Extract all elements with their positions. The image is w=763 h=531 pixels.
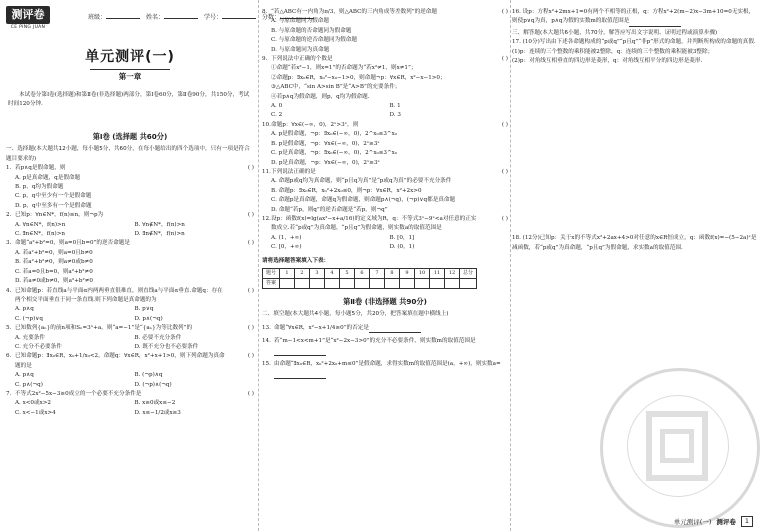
question: [262, 55, 508, 121]
option: A. 0: [271, 103, 283, 110]
option: C. 2: [271, 112, 283, 119]
column-right: [512, 8, 758, 253]
part2-title: 第Ⅱ卷 (非选择题 共90分): [343, 296, 427, 306]
option: D. p∧(¬q): [134, 315, 163, 322]
footer-tag: 测评卷: [716, 518, 736, 526]
answer-cell[interactable]: [445, 278, 460, 288]
question: [6, 211, 254, 239]
answer-cell[interactable]: [355, 278, 370, 288]
question-number: 9.: [262, 56, 268, 63]
answer-paren[interactable]: ( ): [247, 353, 254, 360]
question: [262, 168, 508, 215]
part1-title: 第Ⅰ卷 (选择题 共60分): [92, 132, 168, 141]
question: [6, 324, 254, 352]
option: D. (¬p)∧(¬q): [134, 381, 172, 388]
answer-cell[interactable]: [340, 278, 355, 288]
answer-table-total: 总分: [460, 268, 477, 278]
chapter-heading: 第一章: [118, 72, 142, 81]
option: B. 若a²+b²≠0，则a≠0或b≠0: [15, 259, 93, 266]
page-footer: [674, 516, 753, 527]
question-stem: 已知命题p：若直线a与平面α内两两垂直很难直，则直线a与平面α垂直.命题q：存在两个相交平面垂直于同一条直线.则下列命题是真命题的为: [15, 287, 223, 303]
answer-blank[interactable]: [274, 372, 326, 379]
fill-question-list: [262, 324, 508, 379]
answer-cell[interactable]: [460, 278, 477, 288]
answer-paren[interactable]: ( ): [247, 325, 254, 332]
question: [6, 352, 254, 390]
option: C. 充分不必要条件: [15, 343, 62, 350]
answer-blank[interactable]: [369, 326, 421, 333]
question-text: 命题“∀x∈R，x²−x+1/4≥0”的否定是: [274, 324, 369, 331]
answer-paren[interactable]: ( ): [247, 240, 254, 247]
question-stem: 已知命题p：∃x₀∈R，x₀+1/x₀<2，命题q：∀x∈R，x²+x+1>0，则下列命题为真命题的是: [15, 353, 225, 369]
option: B. 命题p：∃x₀∈R，x₀²+2x₀≤0，则¬p：∀x∈R，x²+2x>0: [271, 187, 422, 194]
question-number: 6.: [6, 353, 12, 360]
answer-cell[interactable]: [385, 278, 400, 288]
option: C. p∧(¬q): [15, 381, 43, 388]
answer-paren[interactable]: ( ): [501, 121, 508, 128]
answer-table-number: 11: [430, 268, 445, 278]
option: A. 若a²+b²=0，则a=0且b≠0: [15, 249, 93, 256]
divider: [90, 69, 170, 70]
column-middle: [262, 8, 508, 379]
option: C. 命题p是真命题，命题q为假命题，则命题p∧(¬q)，(¬p)∨q都是真命题: [271, 197, 456, 204]
column-divider: [258, 0, 259, 531]
option: C. p是真命题，¬p：∃x₀∈(−∞，0)，2^x₀≤3^x₀: [271, 150, 398, 157]
answer-paren[interactable]: ( ): [247, 287, 254, 294]
option: B. p∨q: [134, 306, 154, 313]
answer-cell[interactable]: [310, 278, 325, 288]
option: C. p，q中至少有一个是假命题: [15, 193, 92, 200]
question: [6, 239, 254, 286]
footer-label: 单元测评(一): [673, 518, 712, 526]
logo-subtitle: CE PING JUAN: [10, 25, 46, 30]
question: [262, 121, 508, 168]
option: C. [0，+∞): [271, 244, 302, 251]
answer-table-number: 10: [415, 268, 430, 278]
question-line: (1)p：连续的三个整数的乘积能被2整除，q：连续的三个整数的乘积能被3整除；: [512, 48, 714, 55]
answer-blank[interactable]: [274, 349, 326, 356]
intro-text: 本试卷分第Ⅰ卷(选择题)和第Ⅱ卷(非选择题)两部分，第Ⅰ卷60分，第Ⅱ卷90分，共150分，考试时间120分钟.: [8, 92, 250, 108]
option: A. x<0或x>2: [15, 400, 51, 407]
question-stem: 命题“a²+b²=0，则a=0且b=0”的逆否命题是: [15, 240, 130, 247]
question-list: [262, 8, 508, 253]
option: D. (0，1): [389, 244, 415, 251]
option: C. 若a=0且b=0，则a²+b²≠0: [15, 268, 93, 275]
info-field: 分数：: [262, 12, 314, 21]
column-left: [6, 128, 254, 418]
option: B. 必要不充分条件: [134, 334, 182, 341]
question-stem: 命题p：∀x∈(−∞，0)，2ˣ>3ˣ，则: [271, 121, 359, 128]
info-field: 班级：: [88, 12, 140, 21]
question-number: 5.: [6, 325, 12, 332]
answer-cell[interactable]: [280, 278, 295, 288]
answer-paren[interactable]: ( ): [247, 212, 254, 219]
answer-table: [262, 268, 477, 289]
answer-table-number: 3: [310, 268, 325, 278]
question-stem: 下列说法中正确的个数是: [271, 56, 333, 63]
fill-question: [262, 360, 508, 379]
info-field: 学号：: [204, 12, 256, 21]
question-line: (2)p：对角线互相垂直的四边形是菱形，q：对角线互相平分的四边形是菱形.: [512, 58, 703, 65]
question: [6, 287, 254, 325]
option: A. p是真命题，q是假命题: [15, 174, 81, 181]
option: B. x≥0或x≤−2: [134, 400, 176, 407]
question-stem: 若p∧q是假命题，则: [15, 165, 66, 172]
answer-table-number: 5: [340, 268, 355, 278]
question-line: 17. (10分)写出由下述各命题构成的“p或q”“p且q”“非p”形式的命题，并判断所构成的命题的真假.: [512, 39, 756, 46]
option: D. ∃n∉N*，f(n)>n: [134, 231, 185, 238]
part1-instruction: 一、选择题(本大题共12小题，每小题5分，共60分，在每小题给出的四个选项中，只有一项是符合题目要求的): [6, 146, 250, 162]
option: ④若p∧q为假命题，则p，q均为假命题.: [271, 93, 370, 100]
question-number: 2.: [6, 212, 12, 219]
answer-table-header: 题号: [263, 268, 280, 278]
brand-logo: [6, 6, 50, 32]
page-number: 1: [741, 516, 753, 527]
option: ③△ABC中，“sin A>sin B”是“A>B”的充要条件；: [271, 84, 401, 91]
answer-paren[interactable]: ( ): [501, 168, 508, 175]
option: B. p，q均为假命题: [15, 184, 64, 191]
question-stem: 已知p：∀n∈N*，f(n)≤n，则¬p为: [15, 212, 104, 219]
answer-cell[interactable]: [430, 278, 445, 288]
part2-instruction: 二、填空题(本大题共4小题，每小题5分，共20分，把答案填在题中横线上): [262, 311, 449, 318]
question-stem: “若△ABC有一内角为π/3，则△ABC的三内角成等差数列”的逆命题: [271, 9, 437, 15]
question: [6, 164, 254, 211]
option: A. p是假命题，¬p：∃x₀∈(−∞，0)，2^x₀≤3^x₀: [271, 131, 398, 138]
question-stem: 下列说法正确的是: [271, 168, 316, 175]
question-stem: [274, 337, 508, 356]
option: B. 1: [389, 103, 401, 110]
option: D. 若a≠0或b≠0，则a²+b²≠0: [15, 278, 93, 285]
option: A. 充要条件: [15, 334, 45, 341]
answer-paren[interactable]: ( ): [501, 9, 508, 15]
question-stem: 不等式2x²−5x−3≥0成立的一个必要不充分条件是: [15, 390, 142, 397]
answer-table-number: 12: [445, 268, 460, 278]
info-field: 姓名：: [146, 12, 198, 21]
question-number: 15.: [262, 361, 271, 367]
option: A. p∧q: [15, 372, 34, 379]
option: B. p是假命题，¬p：∀x∈(−∞，0)，2ˣ≥3ˣ: [271, 140, 380, 147]
option: D. 与原命题同为真命题: [271, 46, 330, 53]
answer-table-number: 4: [325, 268, 340, 278]
option: ①命题“若x²−1，则x=1”的否命题为“若x²≠1，则x≠1”；: [271, 65, 417, 72]
option: C. ∃n∈N*，f(n)>n: [15, 231, 66, 238]
option: A. (1，+∞): [271, 234, 302, 241]
option: B. 与原命题的否命题同为假命题: [271, 27, 352, 34]
question-number: 14.: [262, 338, 271, 345]
answer-space[interactable]: [512, 66, 758, 234]
answer-cell[interactable]: [295, 278, 310, 288]
option: B. ∀n∉N*，f(n)>n: [134, 221, 185, 228]
answer-paren[interactable]: ( ): [247, 390, 254, 397]
answer-cell[interactable]: [325, 278, 340, 288]
question-list: [6, 164, 254, 418]
question: [262, 8, 508, 55]
option: D. 既不充分也不必要条件: [134, 343, 199, 350]
answer-paren[interactable]: ( ): [247, 165, 254, 172]
question-line: 18. (12分)已知p：关于x的不等式x²+2ax+4>0对任意的x∈R恒成立，q：函数f(x)=−(5−2a)ˣ是减函数，若“p或q”为真命题，“p且q”为假命题，求实数a的取值范围.: [512, 235, 757, 251]
option: B. [0，1]: [389, 234, 415, 241]
question-stem: [274, 360, 508, 379]
watermark-seal: [600, 368, 760, 528]
answer-table-number: 9: [400, 268, 415, 278]
answer-table-header: 答案: [263, 278, 280, 288]
question-number: 13.: [262, 324, 271, 331]
question-number: 10.: [262, 121, 271, 128]
page-title: 单元测评(一): [85, 49, 175, 65]
question-18: [512, 234, 758, 253]
answer-table-number: 8: [385, 268, 400, 278]
question-17: [512, 38, 758, 66]
option: C. 与原命题的逆否命题同为假命题: [271, 37, 357, 44]
option: ②命题p：∃x₀∈R，x₀²−x₀−1>0，则命题¬p：∀x∈R，x²−x−1>0；: [271, 74, 446, 81]
answer-table-title: 请将选择题答案填入下表：: [262, 257, 330, 264]
option: A. p∧q: [15, 306, 34, 313]
option: D. p，q中至多有一个是假命题: [15, 202, 92, 209]
question-stem: [274, 324, 508, 333]
option: D. 命题“若p，则q”的逆否命题是“若p，则¬q”: [271, 206, 388, 213]
question-number: 7.: [6, 390, 12, 397]
answer-table-number: 1: [280, 268, 295, 278]
answer-table-number: 6: [355, 268, 370, 278]
question-number: 11.: [262, 168, 271, 175]
question-number: 3.: [6, 240, 12, 247]
answer-table-number: 2: [295, 268, 310, 278]
question-text: 若“m−1<x<m+1”是“x²−2x−3>0”的充分不必要条件，则实数m的取值范围是: [274, 338, 476, 345]
fill-question: [262, 324, 508, 333]
option: D. p是真命题，¬p：∀x∈(−∞，0)，2ˣ≥3ˣ: [271, 159, 380, 166]
answer-cell[interactable]: [415, 278, 430, 288]
option: B. (¬p)∧q: [134, 372, 163, 379]
question-stem: 设p：函数f(x)=lg(ax²−x+a/16)的定义域为R，q：不等式3ˣ−9ˣ<a对任意的正实数成立.若“p或q”为真命题，“p且q”为假命题，则实数a的取值范围是: [271, 215, 477, 232]
option: C. (¬p)∨q: [15, 315, 43, 322]
question-number: 12.: [262, 215, 271, 222]
question-number: 8.: [262, 9, 268, 15]
question: [262, 215, 508, 253]
answer-cell[interactable]: [400, 278, 415, 288]
question-text: 由命题“∃x₀∈R，x₀²+2x₀+m≤0”是假命题，求得实数m的取值范围是(a，+∞)，则实数a=: [274, 361, 501, 367]
fill-question: [262, 337, 508, 356]
question-16: 16. 设p：方程x²+2mx+1=0有两个不相等的正根，q：方程x²+2(m−2)x−3m+10=0无实根，则使p∨q为真，p∧q为假的实数m的取值范围是: [512, 8, 758, 27]
option: A. ∀n∈N*，f(n)>n: [15, 221, 66, 228]
option: D. x≤−1/2或x≥3: [134, 409, 181, 416]
logo-text: 测评卷: [6, 6, 50, 24]
option: C. x<−1或x>4: [15, 409, 56, 416]
option: A. 命题p或q均为真命题，则“p且q为真”是“p或q为真”的必要不充分条件: [271, 178, 452, 185]
answer-cell[interactable]: [370, 278, 385, 288]
option: A. 与原命题同为假命题: [271, 18, 329, 25]
answer-table-number: 7: [370, 268, 385, 278]
question-number: 1.: [6, 165, 12, 172]
part3-instruction: 三、解答题(本大题共6小题，共70分，解答应写出文字说明、证明过程或演算步骤): [512, 29, 718, 36]
question-number: 4.: [6, 287, 12, 294]
answer-paren[interactable]: ( ): [501, 56, 508, 63]
answer-paren[interactable]: ( ): [501, 215, 508, 222]
question-stem: 已知数列{aₙ}的前n项和Sₙ=3ⁿ+a，则“a=−1”是“{aₙ}为等比数列”的: [15, 325, 193, 332]
question: [6, 390, 254, 418]
option: D. 3: [389, 112, 401, 119]
column-divider: [510, 0, 511, 531]
answer-blank[interactable]: [629, 20, 681, 27]
